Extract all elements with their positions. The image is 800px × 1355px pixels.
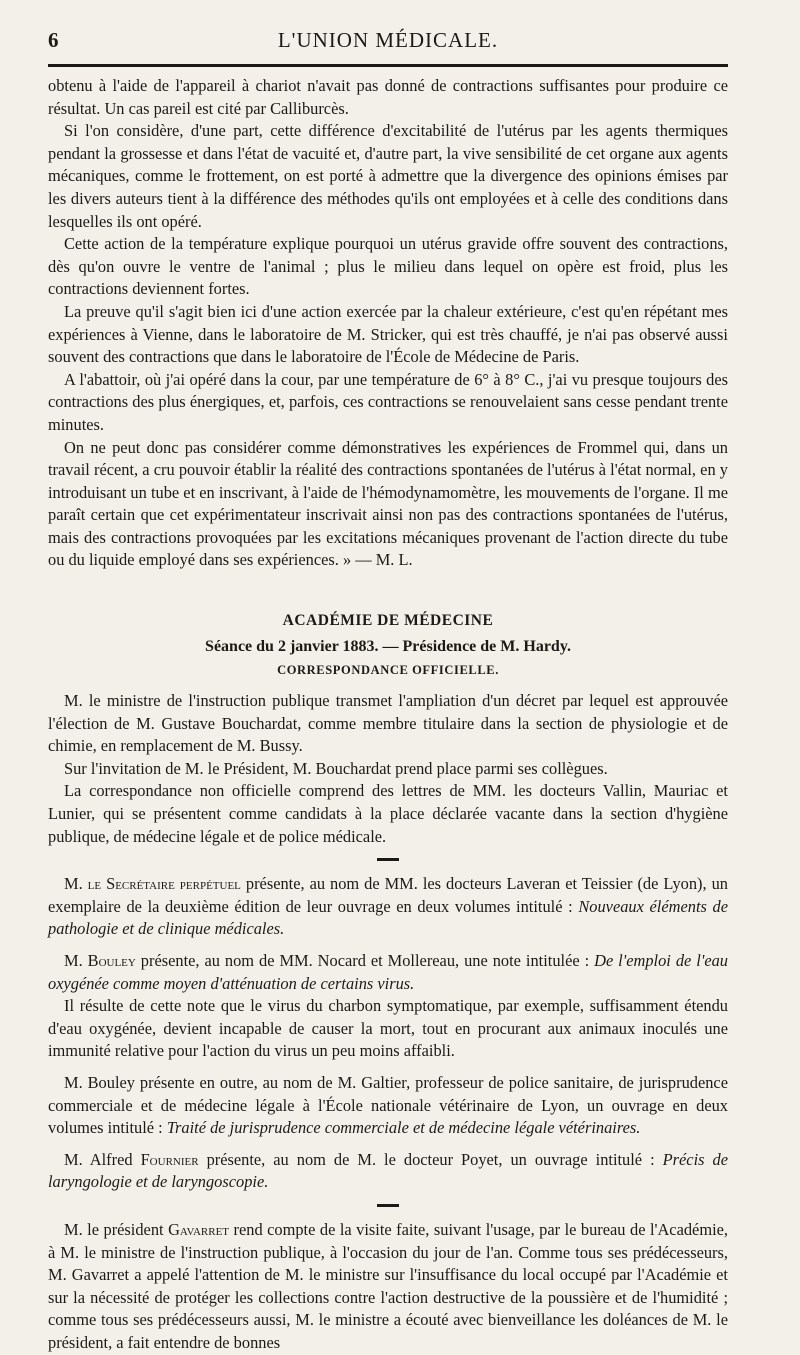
paragraph-text: M. Bouley présente en outre, au nom de M. Galtier, professeur de police sanitaire, de jurisprudence commerciale et de médecine légale à l'École nationale vétérinaire de Lyon, un ouvrage en deux volumes intitulé :: [48, 1072, 728, 1138]
separator-rule: [377, 1204, 399, 1207]
page-number: 6: [48, 28, 59, 52]
speaker-name: Fournier: [140, 1149, 199, 1169]
paragraph: [48, 1149, 728, 1194]
work-title: Précis de laryngologie et de laryngoscopie.: [48, 1149, 728, 1192]
correspondence-block: [48, 690, 728, 848]
paragraph: Si l'on considère, d'une part, cette différence d'excitabilité de l'utérus par les agents thermiques pendant la grossesse et dans l'état de vacuité et, d'autre part, la vive sensibilité de cet organe aux agents mécaniques, comme le frottement, on est porté à admettre que la divergence des opinions émises par les divers auteurs tient à la différence des méthodes qu'ils ont employées et à celle des conditions dans lesquelles ils ont opéré.: [48, 121, 728, 231]
paragraph: [48, 1219, 728, 1355]
header-rule: [48, 64, 728, 67]
speaker-name: M. le Secrétaire perpétuel: [64, 874, 241, 894]
paragraph: M. le ministre de l'instruction publique transmet l'ampliation d'un décret par lequel est approuvée l'élection de M. Gustave Bouchardat, comme membre titulaire dans la section de physiologie et de chimie, en remplacement de M. Bussy.: [48, 691, 728, 756]
speaker-name: M. Bouley: [64, 951, 136, 970]
paragraph: La correspondance non officielle comprend des lettres de MM. les docteurs Vallin, Mauriac et Lunier, qui se présentent comme candidats à la place déclarée vacante dans la section d'hygiène publique, de médecine légale et de police médicale.: [48, 781, 728, 846]
paragraph: obtenu à l'aide de l'appareil à chariot n'avait pas donné de contractions suffisantes pour produire ce résultat. Un cas pareil est cité par Calliburcès.: [48, 76, 728, 118]
paragraph-text: présente, au nom de M. le docteur Poyet, un ouvrage intitulé :: [198, 1149, 663, 1169]
paragraph: A l'abattoir, où j'ai opéré dans la cour, par une température de 6° à 8° C., j'ai vu presque toujours des contractions des plus énergiques, et, parfois, ces contractions se renouvelaient sans cesse pendant trente minutes.: [48, 369, 728, 434]
paragraph: [48, 1072, 728, 1140]
speaker-name: Gavarret: [168, 1219, 230, 1239]
paragraph-text: présente, au nom de MM. Nocard et Mollereau, une note intitulée :: [135, 951, 595, 970]
section-title: ACADÉMIE DE MÉDECINE: [282, 612, 494, 630]
work-title: Traité de jurisprudence commerciale et de médecine légale vétérinaires.: [166, 1118, 641, 1138]
subsection-heading: CORRESPONDANCE OFFICIELLE.: [277, 663, 499, 678]
paragraph: La preuve qu'il s'agit bien ici d'une action exercée par la chaleur extérieure, c'est qu'en répétant mes expériences à Vienne, dans le laboratoire de M. Stricker, qui est très chauffé, je n'ai pas observé aussi souvent des contractions que dans le laboratoire de l'École de Médecine de Paris.: [48, 301, 728, 367]
work-title: De l'emploi de l'eau oxygénée comme moyen d'atténuation de certains virus.: [48, 951, 728, 993]
paragraph-text: M. Alfred: [64, 1149, 141, 1169]
work-title: Nouveaux éléments de pathologie et de clinique médicales.: [48, 896, 728, 939]
session-line: Séance du 2 janvier 1883. — Présidence de M. Hardy.: [205, 638, 571, 656]
separator-rule: [377, 858, 399, 861]
running-head: [48, 28, 728, 62]
paragraph-text: présente, au nom de MM. les docteurs Laveran et Teissier (de Lyon), un exemplaire de la deuxième édition de leur ouvrage en deux volumes intitulé :: [48, 874, 728, 916]
paragraph-text: rend compte de la visite faite, suivant l'usage, par le bureau de l'Académie, à M. le ministre de l'instruction publique, à l'occasion du jour de l'an. Comme tous ses prédécesseurs, M. Gavarret a appelé l'attention de M. le ministre sur l'insuffisance du local occupé par l'Académie et sur la nécessité de protéger les collections contre l'action destructive de la poussière et de l'humidité ; comme tous ses prédécesseurs aussi, M. le ministre a écouté avec bienveillance les doléances de M. le président, a fait entendre de bonnes: [48, 1219, 729, 1352]
journal-title: L'UNION MÉDICALE.: [277, 28, 499, 52]
paragraph: [48, 950, 728, 995]
paragraph-text: M. le président: [64, 1219, 169, 1239]
paragraph: Sur l'invitation de M. le Président, M. Bouchardat prend place parmi ses collègues.: [64, 758, 608, 778]
paragraph: [48, 873, 728, 941]
paragraph: Cette action de la température explique pourquoi un utérus gravide offre souvent des contractions, dès qu'on ouvre le ventre de l'animal ; plus le milieu dans lequel on opère est froid, plus les contractions deviennent fortes.: [48, 234, 728, 299]
paragraph: On ne peut donc pas considérer comme démonstratives les expériences de Frommel qui, dans un travail récent, a cru pouvoir établir la réalité des contractions spontanées de l'utérus à l'état normal, en y introduisant un tube et en inscrivant, à l'aide de l'hémodynamomètre, les mouvements de l'organe. Il me paraît certain que cet expérimentateur inscrivait ainsi non pas des contractions spontanées de l'utérus, mais des contractions provoquées par les excitations mécaniques provenant de l'action directe du tube ou du liquide employé dans ses expériences. » — M. L.: [48, 437, 728, 570]
paragraph: Il résulte de cette note que le virus du charbon symptomatique, par exemple, suffisamment étendu d'eau oxygénée, devient incapable de causer la mort, tout en procurant aux animaux inoculés une immunité relative pour l'action du virus un peu moins affaibli.: [48, 996, 728, 1061]
article-continuation: [48, 75, 728, 572]
